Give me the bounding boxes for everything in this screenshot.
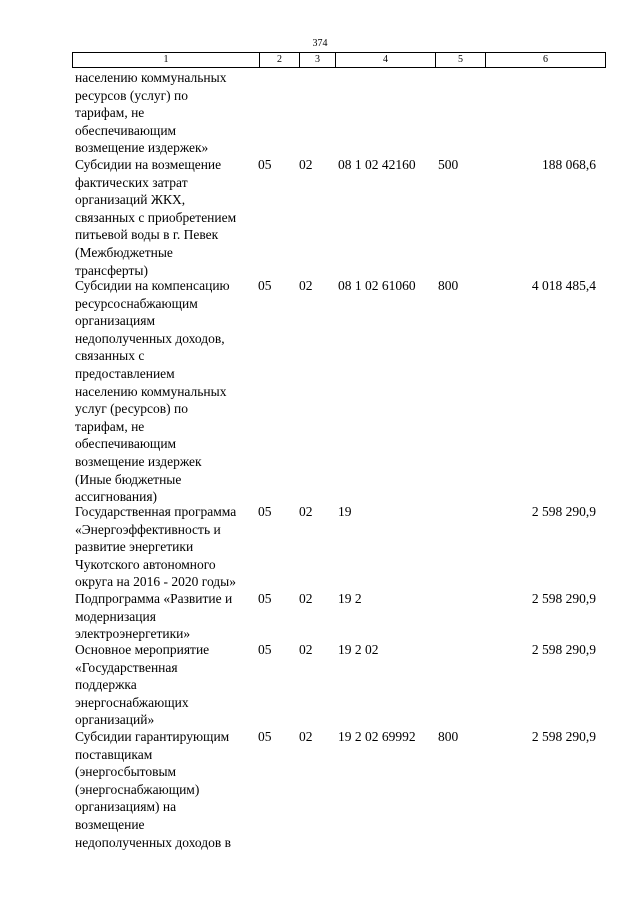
row-section: 05 (258, 729, 272, 744)
header-col-5: 5 (436, 53, 486, 67)
row-section: 05 (258, 504, 272, 519)
row-subsection: 02 (299, 157, 313, 172)
row-expense-type: 800 (438, 278, 459, 293)
row-section: 05 (258, 157, 272, 172)
row-name: Субсидии гарантирующим поставщикам (энергосбытовым (энергоснабжающим) организациям) на возмещение недополученных доходов в (75, 729, 231, 850)
row-section: 05 (258, 642, 272, 657)
row-section: 05 (258, 591, 272, 606)
row-amount: 2 598 290,9 (531, 591, 596, 606)
row-name: Субсидии на компенсацию ресурсоснабжающим организациям недополученных доходов, связанных с предоставлением населению коммунальных услуг (ресурсов) по тарифам, не обеспечивающим возмещение издержек (Иные бюджетные ассигнования) (75, 278, 230, 505)
row-expense-type: 800 (438, 729, 459, 744)
header-col-4: 4 (336, 53, 436, 67)
row-name: Основное мероприятие «Государственная поддержка энергоснабжающих организаций» (75, 642, 210, 728)
header-col-1: 1 (73, 53, 260, 67)
header-col-6: 6 (543, 54, 548, 65)
row-section: 05 (258, 278, 272, 293)
row-subsection: 02 (299, 278, 313, 293)
row-target-code: 08 1 02 42160 (338, 157, 416, 172)
row-amount: 2 598 290,9 (531, 642, 596, 657)
row-expense-type: 500 (438, 157, 459, 172)
row-name: Подпрограмма «Развитие и модернизация электроэнергетики» (75, 591, 233, 642)
row-amount: 2 598 290,9 (531, 504, 596, 519)
row-name: Государственная программа «Энергоэффективность и развитие энергетики Чукотского автономного округа на 2016 - 2020 годы» (75, 504, 237, 590)
row-target-code: 19 2 02 (338, 642, 379, 657)
row-amount: 188 068,6 (542, 157, 596, 172)
row-target-code: 19 2 (338, 591, 362, 606)
row-subsection: 02 (299, 591, 313, 606)
row-amount: 4 018 485,4 (531, 278, 596, 293)
row-target-code: 19 (338, 504, 352, 519)
row-subsection: 02 (299, 504, 313, 519)
row-amount: 2 598 290,9 (531, 729, 596, 744)
row-name: населению коммунальных ресурсов (услуг) по тарифам, не обеспечивающим возмещение издержек» (75, 70, 227, 156)
table-header (72, 52, 606, 68)
row-subsection: 02 (299, 729, 313, 744)
row-name: Субсидии на возмещение фактических затрат организаций ЖКХ, связанных с приобретением питьевой воды в г. Певек (Межбюджетные трансферты) (75, 157, 237, 278)
header-col-3: 3 (300, 53, 336, 67)
page-number: 374 (312, 38, 328, 49)
header-col-2: 2 (260, 53, 300, 67)
row-subsection: 02 (299, 642, 313, 657)
row-target-code: 08 1 02 61060 (338, 278, 416, 293)
row-target-code: 19 2 02 69992 (338, 729, 416, 744)
